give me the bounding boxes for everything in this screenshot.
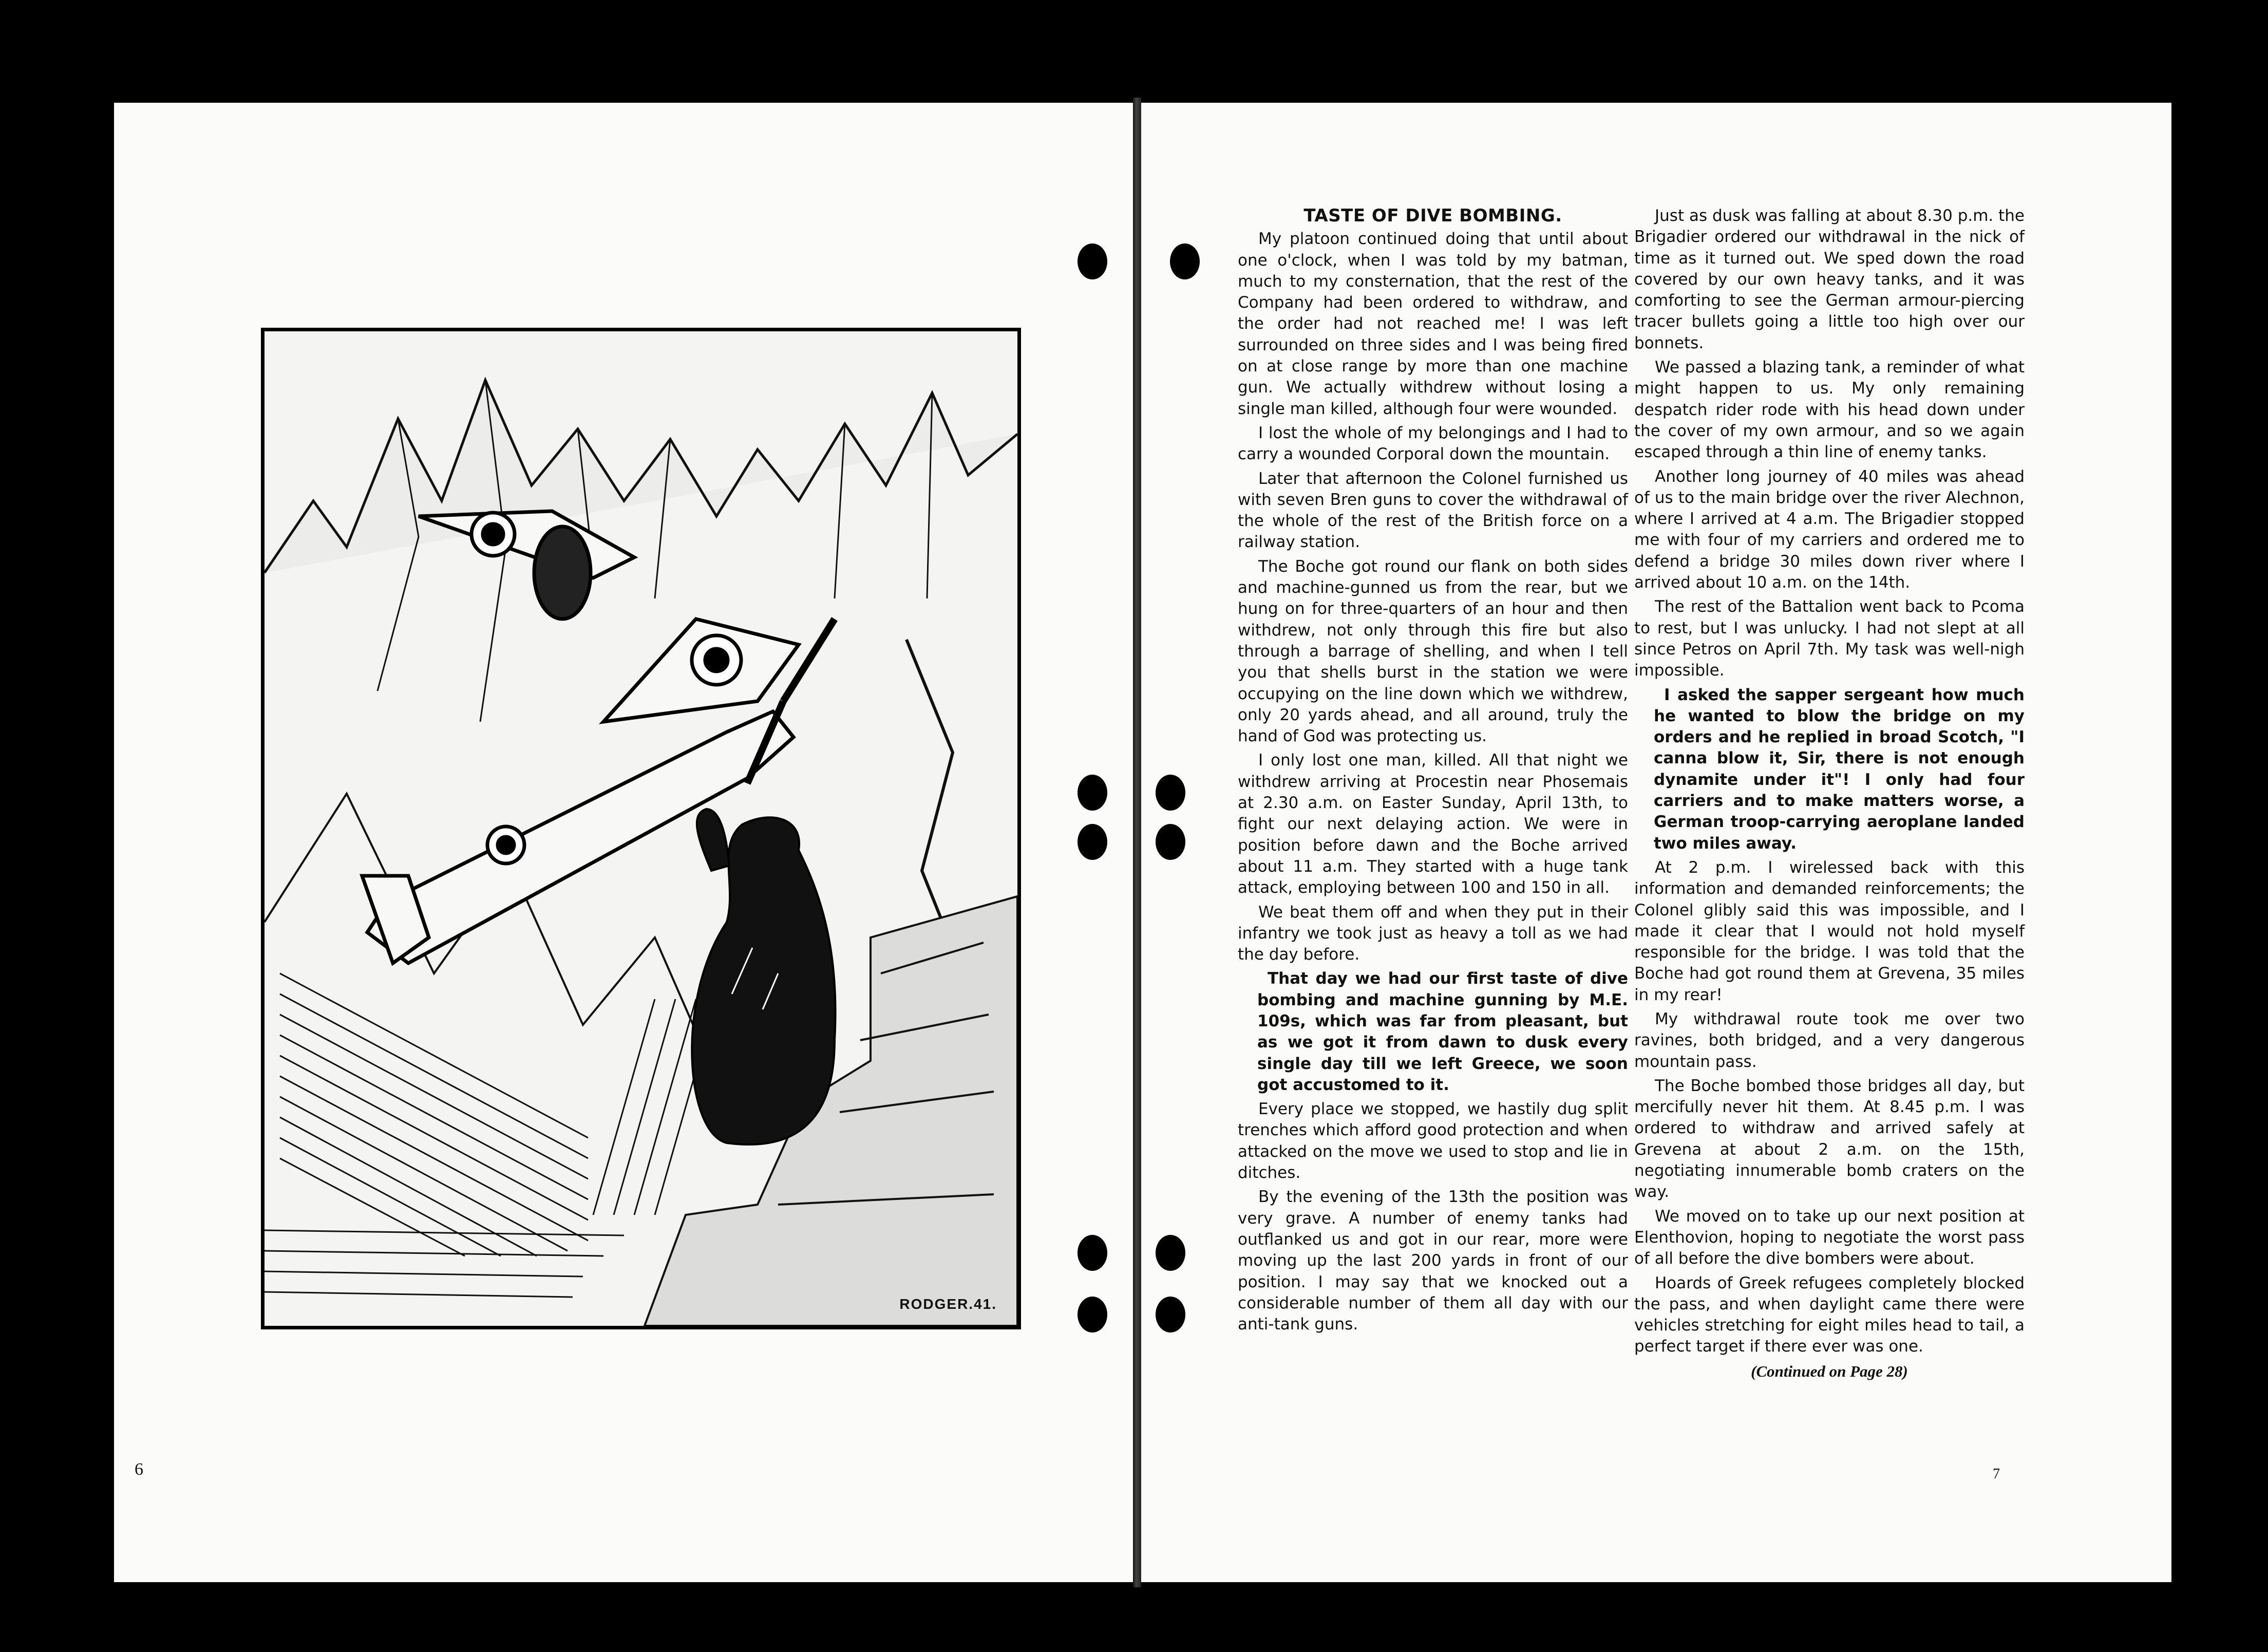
paragraph: We beat them off and when they put in their infantry we took just as heavy a toll as we had the day before. xyxy=(1238,903,1628,964)
paragraph: I asked the sapper sergeant how much he wanted to blow the bridge on my orders and he replied in broad Scotch, "I canna blow it, Sir, there is not enough dynamite under it"! I only had four carriers and to make matters worse, a German troop-carrying aeroplane landed two miles away. xyxy=(1654,685,2025,853)
punch-hole xyxy=(1078,775,1107,811)
paragraph: The rest of the Battalion went back to Pcoma to rest, but I was unlucky. I had not slept at all since Petros on April 7th. My task was well-nigh impossible. xyxy=(1634,597,2025,680)
page-number-right: 7 xyxy=(1993,1466,2000,1482)
punch-hole xyxy=(1156,1235,1185,1271)
column-2-body xyxy=(1634,205,2025,1358)
paragraph: I only lost one man, killed. All that night we withdrew arriving at Procestin near Phosemais at 2.30 a.m. on Easter Sunday, April 13th, to fight our next delaying action. We were in position before dawn and the Boche arrived about 11 a.m. They started with a huge tank attack, employing between 100 and 150 in all. xyxy=(1238,751,1628,897)
continued-note: (Continued on Page 28) xyxy=(1751,1362,1908,1380)
paragraph: By the evening of the 13th the position was very grave. A number of enemy tanks had outflanked us and got in our rear, more were moving up the last 200 yards in front of our position. I may say that we knocked out a considerable number of them all day with our anti-tank guns. xyxy=(1238,1188,1628,1334)
paragraph: Just as dusk was falling at about 8.30 p.m. the Brigadier ordered our withdrawal in the nick of time as it turned out. We sped down the road covered by our own heavy tanks, and it was comforting to see the German armour-piercing tracer bullets going a little too high over our bonnets. xyxy=(1634,206,2025,352)
paragraph: Hoards of Greek refugees completely blocked the pass, and when daylight came there were vehicles stretching for eight miles head to tail, a perfect target if there ever was one. xyxy=(1634,1273,2025,1356)
article-column-1 xyxy=(1238,205,1628,1338)
column-1-body xyxy=(1238,229,1628,1335)
artist-signature: RODGER.41. xyxy=(899,1296,997,1312)
article-column-2 xyxy=(1634,205,2025,1382)
punch-hole xyxy=(1156,775,1185,811)
punch-hole xyxy=(1078,824,1107,860)
paragraph: That day we had our first taste of dive bombing and machine gunning by M.E. 109s, which was far from pleasant, but as we got it from dawn to dusk every single day till we left Greece, we soon got accustomed to it. xyxy=(1257,969,1628,1094)
page-number-left: 6 xyxy=(135,1460,143,1479)
paragraph: My withdrawal route took me over two ravines, both bridged, and a very dangerous mountain pass. xyxy=(1634,1009,2025,1071)
paragraph: Later that afternoon the Colonel furnished us with seven Bren guns to cover the withdrawal of the whole of the rest of the British force on a railway station. xyxy=(1238,469,1628,552)
paragraph: At 2 p.m. I wirelessed back with this information and demanded reinforcements; the Colonel glibly said this was impossible, and I made it clear that I would not hold myself responsible for the bridge. I was told that the Boche had got round them at Grevena, 35 miles in my rear! xyxy=(1634,858,2025,1004)
article-heading: TASTE OF DIVE BOMBING. xyxy=(1303,205,1562,226)
paragraph: My platoon continued doing that until about one o'clock, when I was told by my batman, much to my consternation, that the rest of the Company had been ordered to withdraw, and the order had not reached me! I was left surrounded on three sides and I was being fired on at close range by more than one machine gun. We actually withdrew without losing a single man killed, although four were wounded. xyxy=(1238,230,1628,418)
paragraph: We moved on to take up our next position at Elenthovion, hoping to negotiate the worst pass of all before the dive bombers were about. xyxy=(1634,1207,2025,1268)
punch-hole xyxy=(1078,243,1107,279)
paragraph: Another long journey of 40 miles was ahead of us to the main bridge over the river Alechnon, where I arrived at 4 a.m. The Brigadier stopped me with four of my carriers and ordered me to defend a bridge 30 miles down river where I arrived about 10 a.m. on the 14th. xyxy=(1634,467,2025,592)
paragraph: The Boche bombed those bridges all day, but mercifully never hit them. At 8.45 p.m. I was ordered to withdraw and arrived safely at Grevena at about 2 a.m. on the 15th, negotiating innumerable bomb craters on the way. xyxy=(1634,1076,2025,1202)
punch-hole xyxy=(1170,243,1200,279)
punch-hole xyxy=(1156,824,1185,860)
paragraph: Every place we stopped, we hastily dug split trenches which afford good protection and when attacked on the move we used to stop and lie in ditches. xyxy=(1238,1100,1628,1182)
punch-hole xyxy=(1078,1235,1107,1271)
punch-hole xyxy=(1078,1297,1107,1332)
paragraph: The Boche got round our flank on both sides and machine-gunned us from the rear, but we hung on for three-quarters of an hour and then withdrew, not only through this fire but also through a barrage of shelling, and when I tell you that shells burst in the station we were occupying on the line down which we withdrew, only 20 yards ahead, and all around, truly the hand of God was protecting us. xyxy=(1238,557,1628,746)
illustration xyxy=(261,328,1021,1329)
paragraph: I lost the whole of my belongings and I had to carry a wounded Corporal down the mountain. xyxy=(1238,423,1628,464)
paragraph: We passed a blazing tank, a reminder of what might happen to us. My only remaining despatch rider rode with his head down under the cover of my own armour, and so we again escaped through a thin line of enemy tanks. xyxy=(1634,358,2025,462)
page-spine xyxy=(1133,98,1141,1587)
punch-hole xyxy=(1156,1297,1185,1332)
